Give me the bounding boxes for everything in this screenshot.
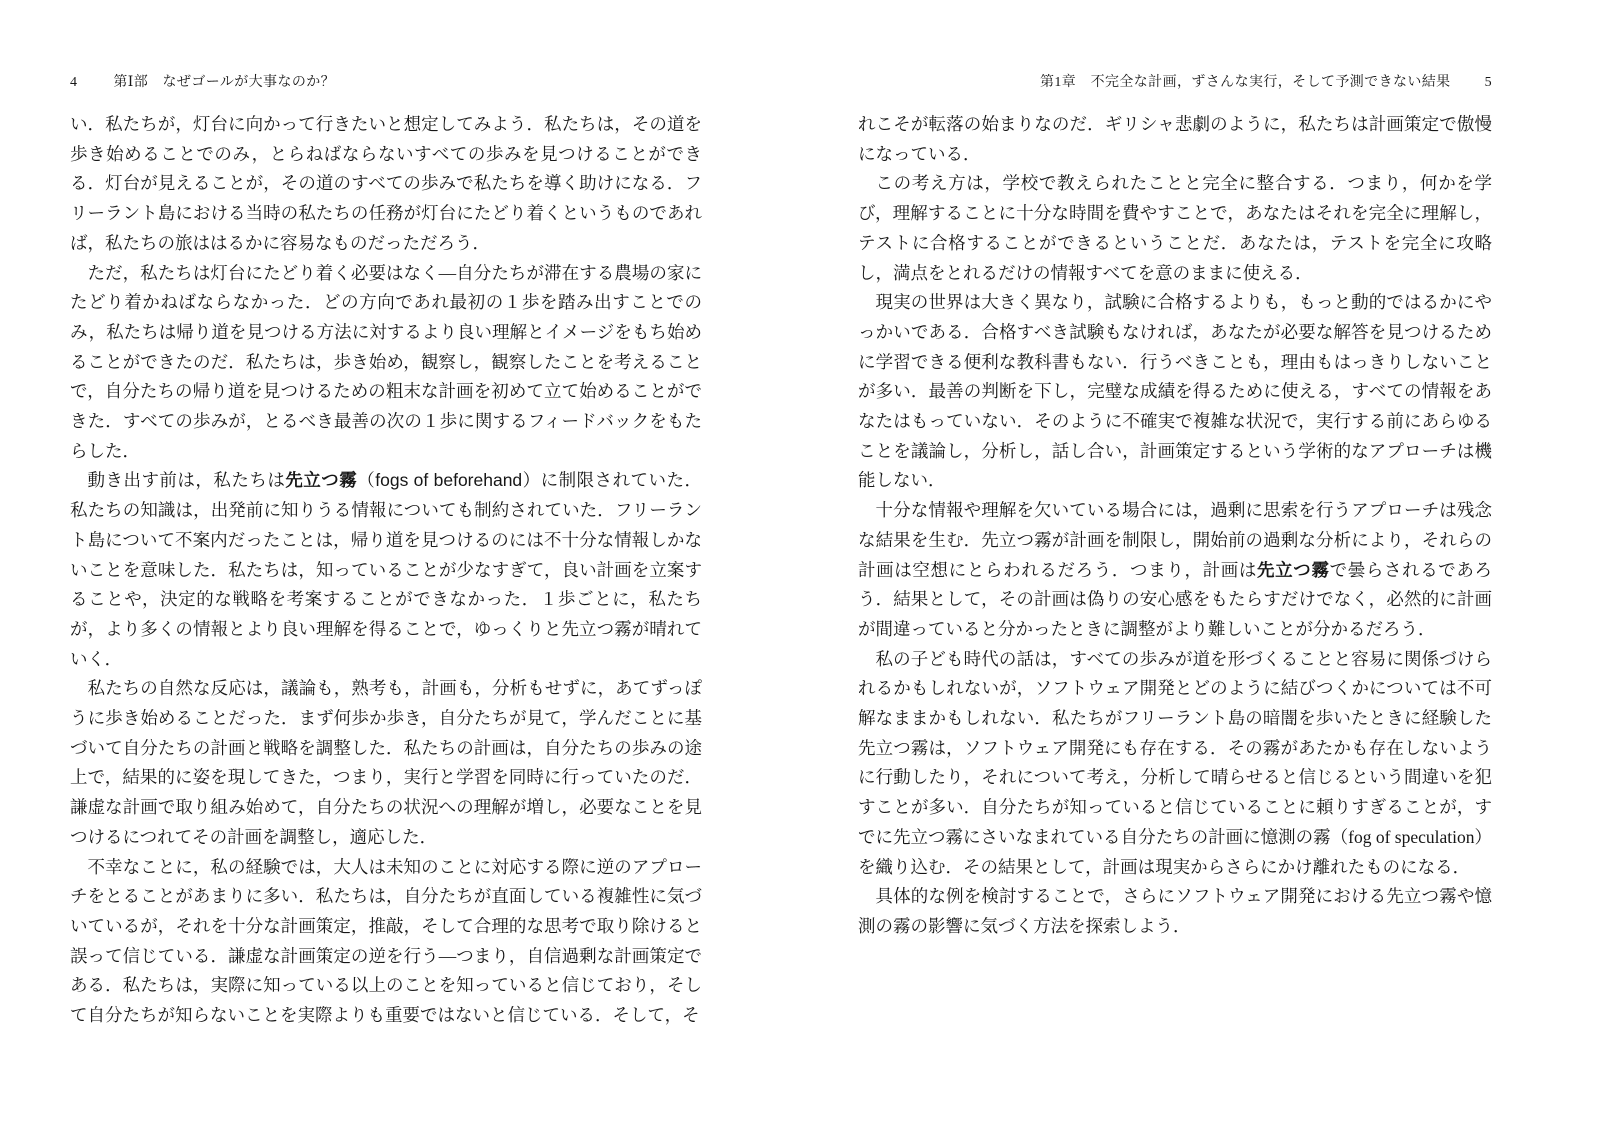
paragraph (858, 288, 1492, 496)
paragraph (858, 882, 1492, 941)
paragraph (858, 169, 1492, 288)
text-run: 具体的な例を検討することで，さらにソフトウェア開発における先立つ霧や憶測の霧の影響に気づく方法を探索しよう． (858, 886, 1492, 936)
text-run: れこそが転落の始まりなのだ．ギリシャ悲劇のように，私たちは計画策定で傲慢になっている． (858, 114, 1492, 164)
paragraph (70, 853, 702, 1031)
text-run: 十分な情報や理解を欠いている場合には，過剰に思索を行うアプローチは残念な結果を生む．先立つ霧が計画を制限し，開始前の過剰な分析により，それらの計画は空想にとらわれるだろう．つまり，計画は (858, 500, 1492, 580)
text-run: 不幸なことに，私の経験では，大人は未知のことに対応する際に逆のアプローチをとることがあまりに多い．私たちは，自分たちが直面している複雑性に気づいているが，それを十分な計画策定，推敲，そして合理的な思考で取り除けると誤って信じている．謙虚な計画策定の逆を行う―つまり，自信過剰な計画策定である．私たちは，実際に知っている以上のことを知っていると信じており，そして自分たちが知らないことを実際よりも重要ではないと信じている．そして，そ (70, 856, 702, 1026)
section-title: 第Ⅰ部 なぜゴールが大事なのか？ (113, 75, 336, 90)
paragraph (858, 645, 1492, 883)
text-run: 私たちの自然な反応は，議論も，熟考も，計画も，分析もせずに，あてずっぽうに歩き始めることだった．まず何歩か歩き，自分たちが見て，学んだことに基づいて自分たちの計画と戦略を調整した．私たちの計画は，自分たちの歩みの途上で，結果的に姿を現してきた，つまり，実行と学習を同時に行っていたのだ．謙虚な計画で取り組み始めて，自分たちの状況への理解が増し，必要なことを見つけるにつれてその計画を調整し，適応した． (70, 678, 702, 847)
paragraph (70, 259, 702, 467)
chapter-title: 第1章 不完全な計画，ずさんな実行，そして予測できない結果 (1039, 75, 1451, 90)
right-page-number: 5 (1484, 75, 1492, 90)
left-page-header (70, 74, 702, 92)
right-page-body (858, 110, 1492, 942)
text-run: 動き出す前は，私たちは (87, 470, 286, 491)
latin-gloss: （fogs of beforehand） (357, 470, 541, 491)
left-page-number: 4 (70, 75, 78, 90)
paragraph (70, 674, 702, 852)
text-run: 現実の世界は大きく異なり，試験に合格するよりも，もっと動的ではるかにやっかいである．合格すべき試験もなければ，あなたが必要な解答を見つけるために学習できる便利な教科書もない．行うべきことも，理由もはっきりしないことが多い．最善の判断を下し，完璧な成績を得るために使える，すべての情報をあなたはもっていない．そのように不確実で複雑な状況で，実行する前にあらゆることを議論し，分析し，話し合い，計画策定するという学術的なアプローチは機能しない． (858, 292, 1492, 491)
text-run: で曇らされるであろう．結果として，その計画は偽りの安心感をもたらすだけでなく，必然的に計画が間違っていると分かったときに調整がより難しいことが分かるだろう． (858, 559, 1493, 639)
text-run: い．私たちが，灯台に向かって行きたいと想定してみよう．私たちは，その道を歩き始めることでのみ，とらねばならないすべての歩みを見つけることができる．灯台が見えることが，その道のすべての歩みで私たちを導く助けになる．フリーラント島における当時の私たちの任務が灯台にたどり着くというものであれば，私たちの旅ははるかに容易なものだっただろう． (70, 114, 702, 253)
text-run: この考え方は，学校で教えられたことと完全に整合する．つまり，何かを学び，理解することに十分な時間を費やすことで，あなたはそれを完全に理解し，テストに合格することができるということだ．あなたは，テストを完全に攻略し，満点をとれるだけの情報すべてを意のままに使える． (858, 173, 1492, 283)
right-page-header (858, 74, 1492, 92)
text-run: ただ，私たちは灯台にたどり着く必要はなく―自分たちが滞在する農場の家にたどり着かねばならなかった．どの方向であれ最初の１歩を踏み出すことでのみ，私たちは帰り道を見つける方法に対するより良い理解とイメージをもち始めることができたのだ．私たちは，歩き始め，観察し，観察したことを考えることで，自分たちの帰り道を見つけるための粗末な計画を初めて立て始めることができた．すべての歩みが，とるべき最善の次の１歩に関するフィードバックをもたらした． (70, 262, 702, 461)
left-page-body (70, 110, 702, 1031)
text-run: に制限されていた．私たちの知識は，出発前に知りうる情報についても制約されていた．フリーラント島について不案内だったことは，帰り道を見つけるのには不十分な情報しかないことを意味した．私たちは，知っていることが少なすぎて，良い計画を立案することや，決定的な戦略を考案することができなかった．１歩ごとに，私たちが，より多くの情報とより良い理解を得ることで，ゆっくりと先立つ霧が晴れていく． (70, 470, 703, 669)
bold-term: 先立つ霧 (285, 470, 358, 491)
bold-term: 先立つ霧 (1257, 559, 1330, 580)
paragraph (858, 110, 1492, 169)
text-run: 私の子ども時代の話は，すべての歩みが道を形づくることと容易に関係づけられるかもしれないが，ソフトウェア開発とどのように結びつくかについては不可解なままかもしれない．私たちがフリーラント島の暗闇を歩いたときに経験した先立つ霧は，ソフトウェア開発にも存在する．その霧があたかも存在しないように行動したり，それについて考え，分析して晴らせると信じるという間違いを犯すことが多い．自分たちが知っていると信じていることに頼りすぎることが，すでに先立つ霧にさいなまれている自分たちの計画に憶測の霧（fog of speculation）を織り込む．その結果として，計画は現実からさらにかけ離れたものになる． (858, 648, 1492, 877)
paragraph (70, 466, 702, 674)
paragraph (70, 110, 702, 259)
paragraph (858, 496, 1492, 645)
